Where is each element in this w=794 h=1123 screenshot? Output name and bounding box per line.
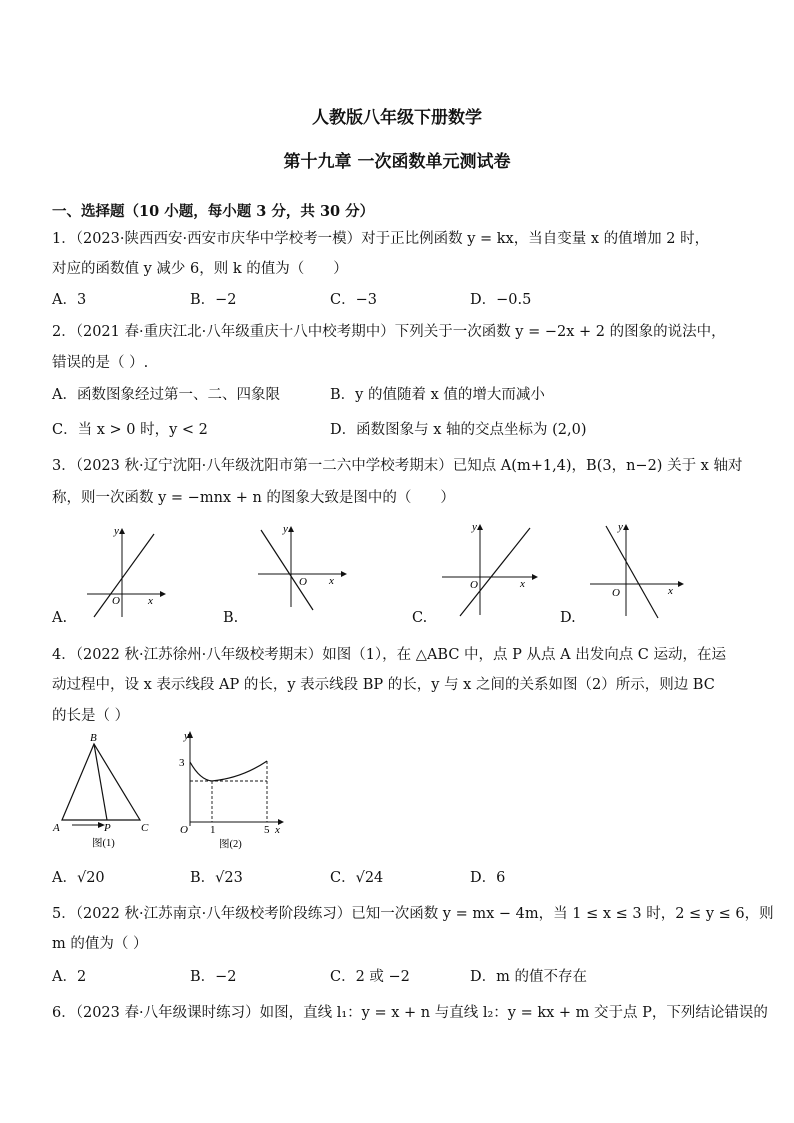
q2-line2: 错误的是（ ）.	[52, 355, 149, 371]
q5-option-c: C．2 或 −2	[330, 969, 410, 985]
q4-option-c: C．√24	[330, 870, 384, 886]
graph-a-x-label: x	[148, 595, 153, 607]
graph-b-y-arrow	[288, 526, 294, 532]
q3-graph-c	[440, 520, 540, 620]
graph-c-y-label: y	[472, 521, 477, 533]
q2-option-d: D．函数图象与 x 轴的交点坐标为 (2,0)	[330, 422, 587, 438]
label-b: B	[90, 732, 97, 744]
q4-line1: 4．（2022 秋·江苏徐州·八年级校考期末）如图（1），在 △ABC 中，点 P 从点 A 出发向点 C 运动，在运	[52, 647, 727, 663]
q3-line1: 3．（2023 秋·辽宁沈阳·八年级沈阳市第一二六中学校考期末）已知点 A(m+1,4)，B(3，n−2) 关于 x 轴对	[52, 458, 743, 474]
q3-option-b: B.	[223, 610, 239, 626]
q4-option-a: A．√20	[52, 870, 105, 886]
chapter-title: 第十九章 一次函数单元测试卷	[283, 152, 511, 172]
q1-option-b: B．−2	[190, 292, 237, 308]
q3-option-d: D.	[560, 610, 576, 626]
graph-a-y-label: y	[114, 525, 119, 537]
q3-line2: 称，则一次函数 y = −mnx + n 的图象大致是图中的（ ）	[52, 490, 455, 506]
graph-c-origin: O	[470, 579, 478, 591]
fig2-x-label: x	[275, 824, 280, 836]
q4-figure-1	[50, 730, 160, 855]
q3-graph-d	[588, 520, 688, 620]
fig2-tick-5: 5	[264, 824, 270, 836]
fig2-caption: 图(2)	[219, 839, 242, 850]
graph-d-origin: O	[612, 587, 620, 599]
graph-d-x-label: x	[668, 585, 673, 597]
graph-a-x-arrow	[160, 591, 166, 597]
q1-option-d: D．−0.5	[470, 292, 532, 308]
graph-c-x-arrow	[532, 574, 538, 580]
section-heading: 一、选择题（10 小题，每小题 3 分，共 30 分）	[52, 203, 375, 220]
fig2-origin: O	[180, 824, 188, 836]
q2-option-b: B．y 的值随着 x 值的增大而减小	[330, 387, 545, 403]
fig2-tick-1: 1	[210, 824, 216, 836]
q2-line1: 2．（2021 春·重庆江北·八年级重庆十八中校考期中）下列关于一次函数 y = −2x + 2 的图象的说法中，	[52, 324, 726, 340]
graph-c-x-label: x	[520, 578, 525, 590]
q3-option-a: A.	[52, 610, 68, 626]
exam-title: 人教版八年级下册数学	[312, 108, 482, 128]
q4-line2: 动过程中，设 x 表示线段 AP 的长，y 表示线段 BP 的长，y 与 x 之间的关系如图（2）所示，则边 BC	[52, 677, 715, 693]
q2-option-c: C．当 x > 0 时，y < 2	[52, 422, 208, 438]
graph-d-line	[606, 526, 658, 618]
q5-option-b: B．−2	[190, 969, 237, 985]
q1-line1: 1．（2023·陕西西安·西安市庆华中学校考一模）对于正比例函数 y = kx，当自变量 x 的值增加 2 时，	[52, 231, 710, 247]
q3-option-c: C.	[412, 610, 428, 626]
q5-option-a: A．2	[52, 969, 87, 985]
q5-option-d: D．m 的值不存在	[470, 969, 587, 985]
graph-b-x-arrow	[341, 571, 347, 577]
graph-b-line	[261, 530, 313, 610]
fig1-caption: 图(1)	[92, 838, 115, 849]
graph-d-y-arrow	[623, 524, 629, 530]
q1-line2: 对应的函数值 y 减少 6，则 k 的值为（ ）	[52, 261, 348, 277]
q2-option-a: A．函数图象经过第一、二、四象限	[52, 387, 280, 403]
q5-line2: m 的值为（ ）	[52, 936, 148, 952]
fig2-curve	[190, 761, 267, 781]
q3-graph-b	[253, 522, 353, 612]
graph-c-line	[460, 528, 530, 616]
graph-d-y-label: y	[618, 521, 623, 533]
graph-a-y-arrow	[119, 528, 125, 534]
fig2-y-label: y	[184, 730, 189, 742]
q4-figure-2	[172, 728, 292, 853]
q1-option-c: C．−3	[330, 292, 377, 308]
q1-option-a: A．3	[52, 292, 87, 308]
graph-d-x-arrow	[678, 581, 684, 587]
q5-line1: 5．（2022 秋·江苏南京·八年级校考阶段练习）已知一次函数 y = mx − 4m，当 1 ≤ x ≤ 3 时，2 ≤ y ≤ 6，则	[52, 906, 774, 922]
q6-line1: 6．（2023 春·八年级课时练习）如图，直线 l₁：y = x + n 与直线 l₂：y = kx + m 交于点 P，下列结论错误的	[52, 1005, 768, 1021]
q4-option-b: B．√23	[190, 870, 243, 886]
label-c: C	[141, 822, 149, 834]
graph-b-y-label: y	[283, 523, 288, 535]
label-p: P	[104, 822, 111, 834]
q3-graph-a	[82, 522, 172, 622]
graph-a-line	[94, 534, 154, 617]
label-a: A	[53, 822, 60, 834]
graph-a-origin: O	[112, 595, 120, 607]
q4-line3: 的长是（ ）	[52, 708, 130, 724]
graph-b-x-label: x	[329, 575, 334, 587]
fig2-tick-3: 3	[179, 757, 185, 769]
q4-option-d: D．6	[470, 870, 506, 886]
graph-c-y-arrow	[477, 524, 483, 530]
graph-b-origin: O	[299, 576, 307, 588]
